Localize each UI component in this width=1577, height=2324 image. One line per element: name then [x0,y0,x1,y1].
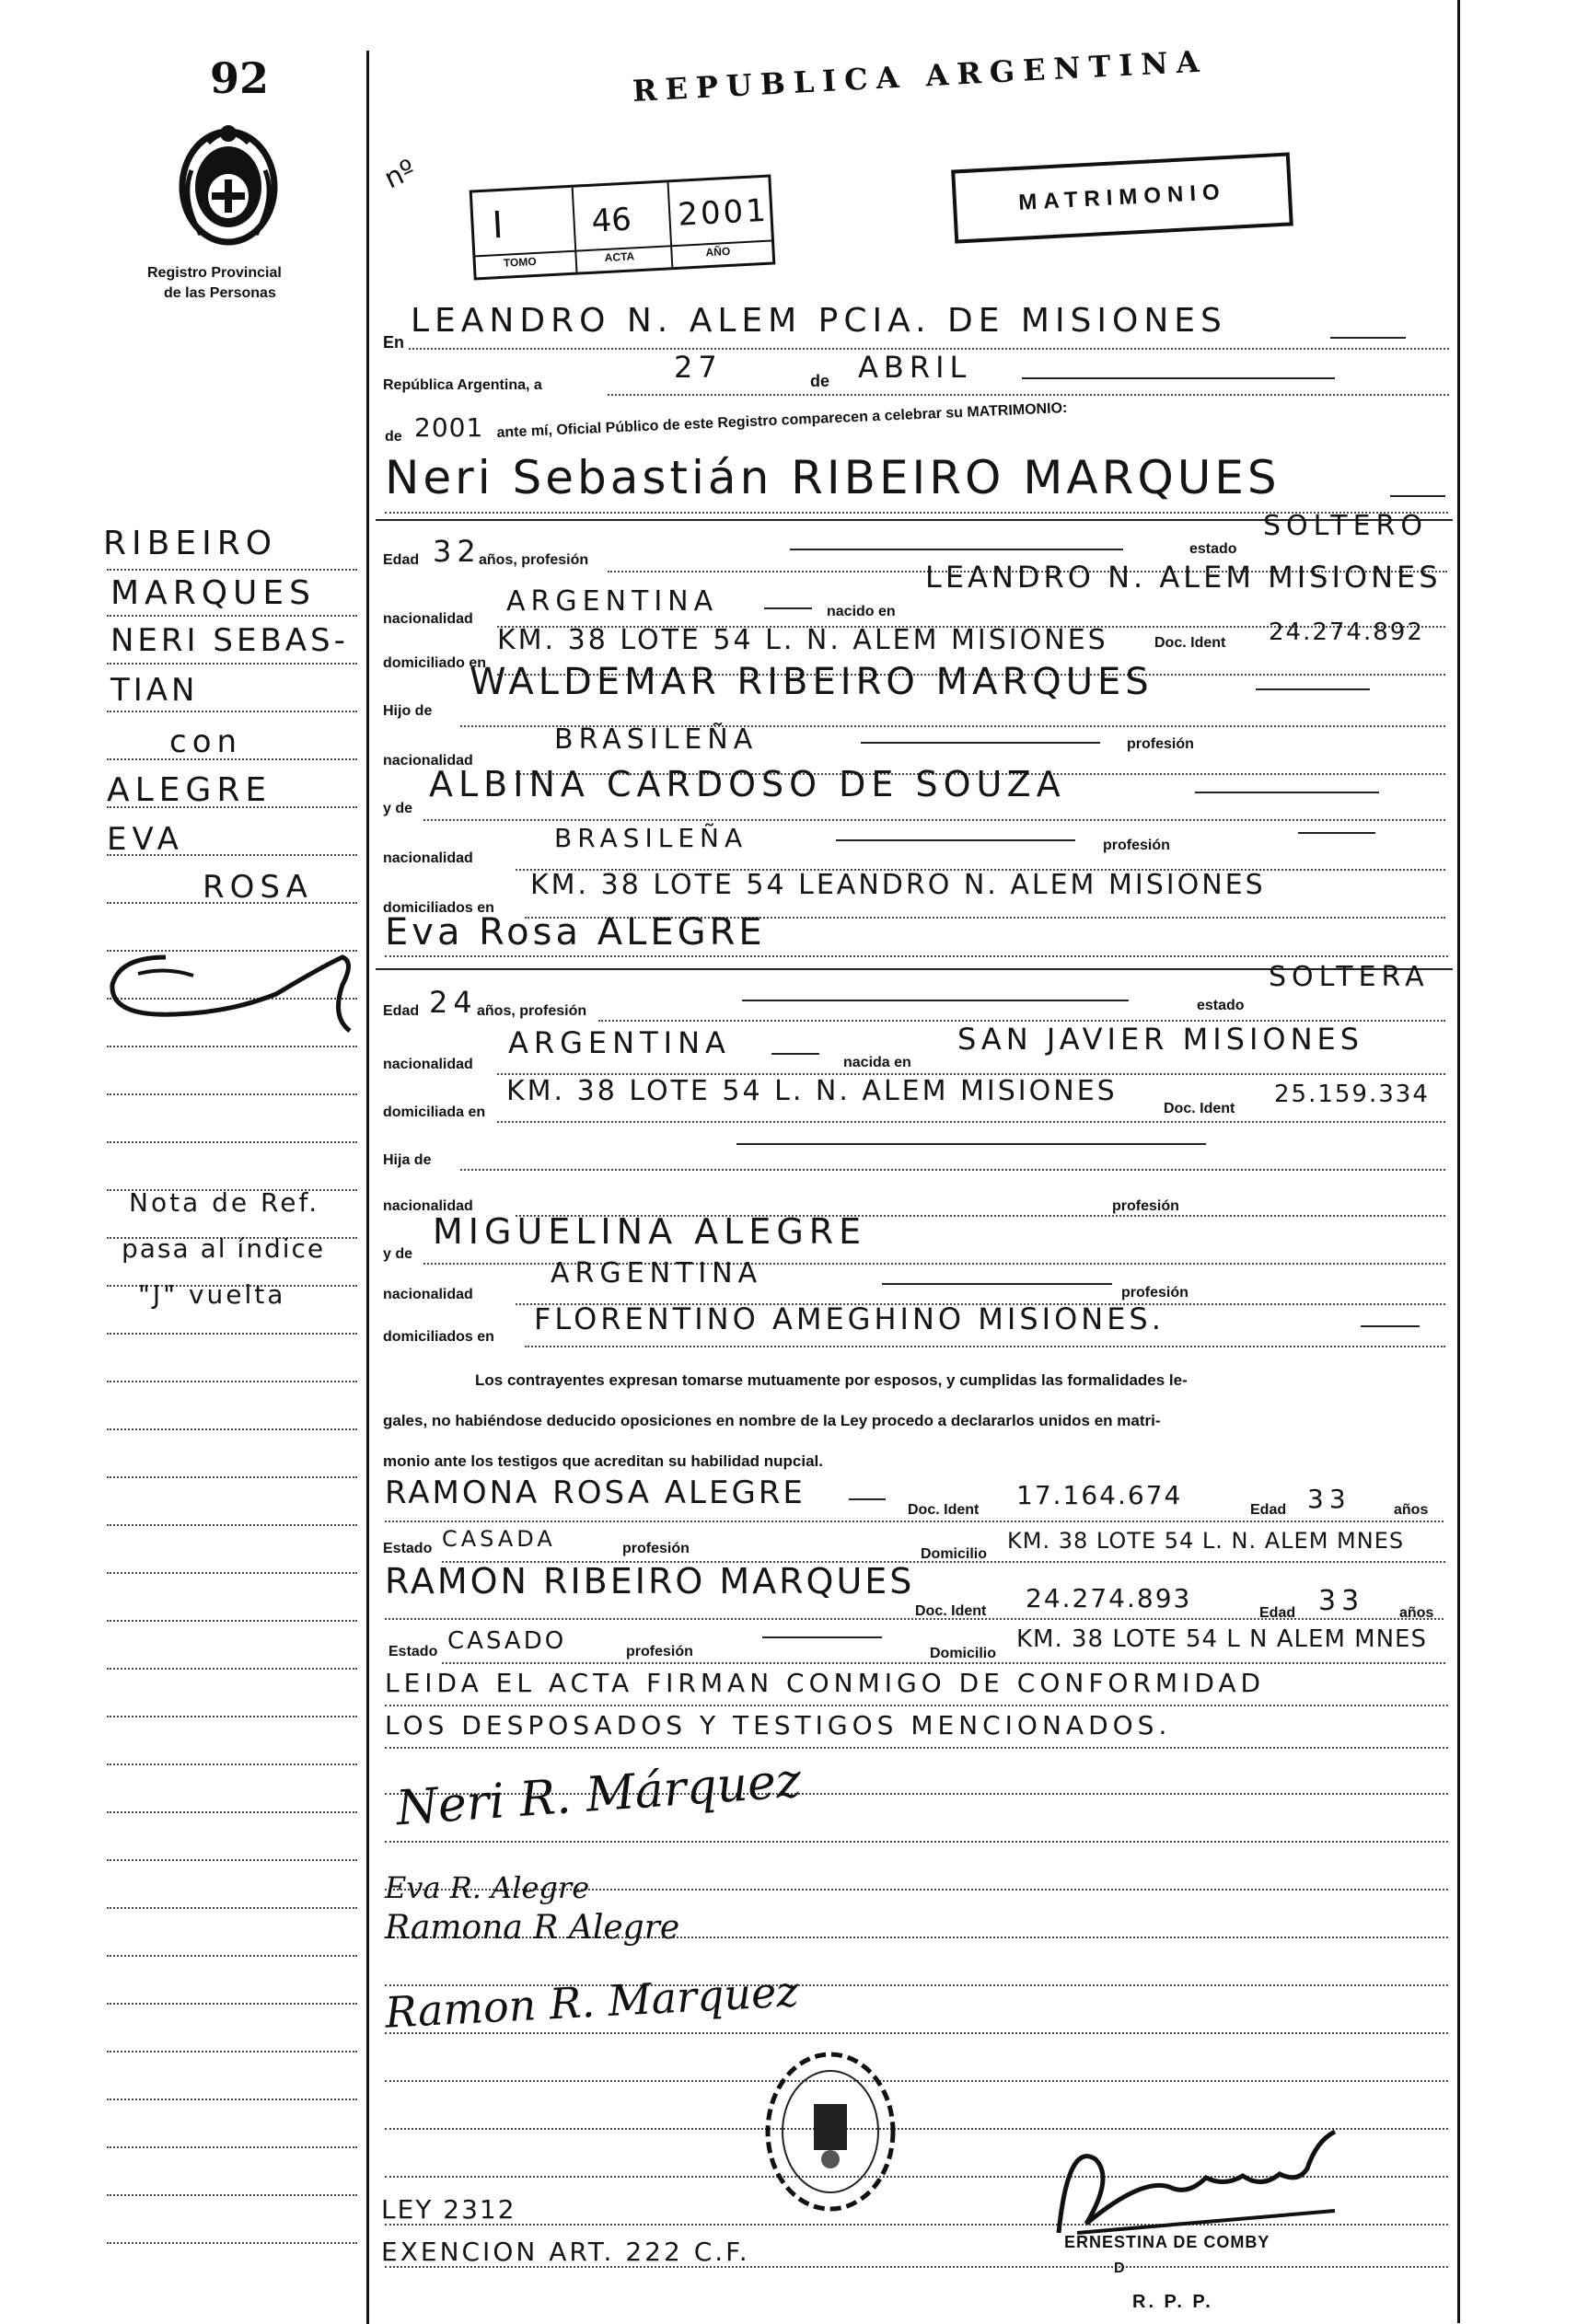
bride-doc: 25.159.334 [1274,1081,1430,1108]
month-value: ABRIL [858,350,972,385]
witness2-domicile: KM. 38 LOTE 54 L N ALEM MNES [1016,1625,1427,1653]
ano-label: AÑO [705,244,731,260]
groom-parents-domicile: KM. 38 LOTE 54 LEANDRO N. ALEM MISIONES [530,869,1266,901]
tomo-label: TOMO [503,254,537,270]
bride-doc-label: Doc. Ident [1164,1101,1235,1116]
official-stamp-line3: R. P. P. [1132,2292,1213,2312]
declaration-line-3: monio ante los testigos que acreditan su habilidad nupcial. [383,1452,823,1470]
margin-surname-1: RIBEIRO [103,525,278,562]
margin-ref-3: "J" vuelta [138,1279,286,1310]
groom-nationality: ARGENTINA [506,585,719,618]
witness2-prof-label: profesión [626,1644,693,1659]
country-title: REPUBLICA ARGENTINA [632,43,1209,110]
page-number: 92 [210,53,270,103]
registry-name-line1: Registro Provincial [147,265,282,281]
bride-mother-nat-label: nacionalidad [383,1287,473,1302]
groom-mother-prof-label: profesión [1103,838,1170,853]
signature-bride: Eva R. Alegre [385,1870,590,1905]
groom-mother-nationality: BRASILEÑA [554,823,748,853]
margin-ref-2: pasa al índice [122,1233,326,1264]
bride-name: Eva Rosa ALEGRE [385,911,766,954]
closing-line-1: LEIDA EL ACTA FIRMAN CONMIGO DE CONFORMIDAD [385,1668,1266,1698]
witness1-estado: CASADA [442,1526,556,1552]
groom-domicile: KM. 38 LOTE 54 L. N. ALEM MISIONES [497,624,1108,656]
bride-father-prof-label: profesión [1112,1198,1179,1214]
bride-nationality-label: nacionalidad [383,1057,473,1072]
corner-mark: nº [379,153,421,196]
groom-mother: ALBINA CARDOSO DE SOUZA [429,764,1066,804]
bride-birthplace: SAN JAVIER MISIONES [957,1022,1364,1057]
groom-father-prof-label: profesión [1127,736,1194,752]
bride-domicile-label: domiciliada en [383,1104,486,1120]
city-value: LEANDRO N. ALEM PCIA. DE MISIONES [411,302,1227,340]
margin-bride-surname: ALEGRE [107,771,272,809]
de-year-label: de [385,429,402,445]
margin-ref-1: Nota de Ref. [129,1187,320,1218]
witness1-anos-label: años [1394,1502,1429,1518]
bride-mother-prof-label: profesión [1121,1285,1189,1301]
footer-exemption: EXENCION ART. 222 C.F. [381,2237,750,2267]
witness2-estado: CASADO [447,1627,567,1655]
witness2-name: RAMON RIBEIRO MARQUES [385,1561,915,1601]
witness1-name: RAMONA ROSA ALEGRE [385,1474,806,1511]
groom-estado-label: estado [1189,541,1237,557]
witness1-prof-label: profesión [622,1541,690,1556]
intro-text: ante mí, Oficial Público de este Registro comparecen a celebrar su MATRIMONIO: [496,399,1068,442]
margin-bride-given-2: ROSA [203,869,313,906]
form-type-label: MATRIMONIO [1017,179,1227,215]
witness2-edad-label: Edad [1259,1605,1296,1621]
witness1-age: 33 [1307,1484,1351,1514]
signature-witness1: Ramona R Alegre [385,1909,680,1947]
groom-edad-label: Edad [383,552,420,568]
groom-father: WALDEMAR RIBEIRO MARQUES [470,661,1154,703]
official-seal [760,2049,900,2214]
footer-law: LEY 2312 [381,2194,516,2225]
witness2-age: 33 [1318,1585,1365,1617]
bride-domicile: KM. 38 LOTE 54 L. N. ALEM MISIONES [506,1075,1118,1107]
bride-mother: MIGUELINA ALEGRE [433,1211,867,1252]
bride-mother-nationality: ARGENTINA [551,1257,763,1289]
bride-age: 24 [429,985,478,1020]
groom-name: Neri Sebastián RIBEIRO MARQUES [385,451,1281,504]
left-margin-rule [366,51,369,2324]
groom-estado: SOLTERO [1263,510,1428,542]
witness2-anos-label: años [1399,1605,1434,1621]
record-box [470,174,776,280]
margin-given-1: NERI SEBAS- [110,622,349,659]
day-value: 27 [674,350,723,385]
republic-label: República Argentina, a [383,377,542,393]
bride-father-nat-label: nacionalidad [383,1198,473,1214]
bride-nacida-label: nacida en [843,1055,911,1070]
bride-nationality: ARGENTINA [508,1025,731,1060]
witness1-estado-label: Estado [383,1541,433,1556]
margin-given-2: TIAN [110,672,199,709]
form-type-box [951,152,1293,243]
bride-parents-domicile: FLORENTINO AMEGHINO MISIONES. [534,1301,1165,1336]
groom-father-nat-label: nacionalidad [383,753,473,769]
margin-bride-given-1: EVA [107,821,184,858]
official-stamp-name: ERNESTINA DE COMBY [1064,2233,1270,2251]
witness1-edad-label: Edad [1250,1502,1287,1518]
margin-surname-2: MARQUES [110,574,316,612]
right-edge-rule [1457,0,1460,2323]
acta-label: ACTA [604,249,635,265]
bride-mother-y-de: y de [383,1246,413,1262]
bride-hija-label: Hija de [383,1152,432,1168]
witness1-domicile: KM. 38 LOTE 54 L. N. ALEM MNES [1007,1528,1405,1554]
witness2-dom-label: Domicilio [930,1646,997,1661]
witness2-estado-label: Estado [388,1644,438,1659]
witness2-doc: 24.274.893 [1026,1583,1192,1613]
bride-estado: SOLTERA [1269,961,1430,993]
witness1-dom-label: Domicilio [921,1546,988,1562]
groom-age: 32 [433,534,481,569]
witness1-doc-label: Doc. Ident [908,1502,980,1518]
bride-profesion-label: años, profesión [477,1003,587,1019]
margin-con: con [169,723,243,760]
bride-parents-dom-label: domiciliados en [383,1329,494,1345]
margin-strike-flourish [101,930,359,1040]
groom-nationality-label: nacionalidad [383,611,473,627]
groom-parents-dom-label: domiciliados en [383,900,494,916]
groom-birthplace: LEANDRO N. ALEM MISIONES [925,560,1442,595]
acta-value: 46 [590,201,632,240]
groom-mother-nat-label: nacionalidad [383,850,473,866]
groom-domicile-label: domiciliado en [383,655,487,671]
groom-doc: 24.274.892 [1269,619,1424,646]
groom-nacido-label: nacido en [827,604,896,619]
groom-father-nationality: BRASILEÑA [554,723,759,756]
groom-mother-y-de: y de [383,801,413,816]
declaration-line-2: gales, no habiéndose deducido oposiciones en nombre de la Ley procedo a declararlos unidos en matri- [383,1412,1161,1429]
declaration-line-1: Los contrayentes expresan tomarse mutuamente por esposos, y cumplidas las formalidades le- [475,1371,1188,1389]
official-signature [1031,2122,1344,2251]
witness1-doc: 17.164.674 [1016,1480,1183,1510]
groom-profesion-label: años, profesión [479,552,589,568]
bride-edad-label: Edad [383,1003,420,1019]
groom-doc-label: Doc. Ident [1154,635,1226,651]
registry-name-line2: de las Personas [164,285,276,301]
year-value: 2001 [414,412,484,443]
coat-of-arms-logo [164,115,293,253]
official-stamp-line2: D [1114,2260,1125,2276]
groom-hijo-label: Hijo de [383,703,433,719]
signature-witness2: Ramon R. Marquez [383,1966,800,2038]
tomo-value: I [491,203,504,248]
witness2-doc-label: Doc. Ident [915,1603,987,1619]
ano-value: 2001 [677,191,770,234]
closing-line-2: LOS DESPOSADOS Y TESTIGOS MENCIONADOS. [385,1710,1172,1740]
de-label: de [810,372,830,390]
en-label: En [383,333,405,352]
signature-groom: Neri R. Márquez [394,1752,804,1837]
bride-estado-label: estado [1197,998,1245,1013]
